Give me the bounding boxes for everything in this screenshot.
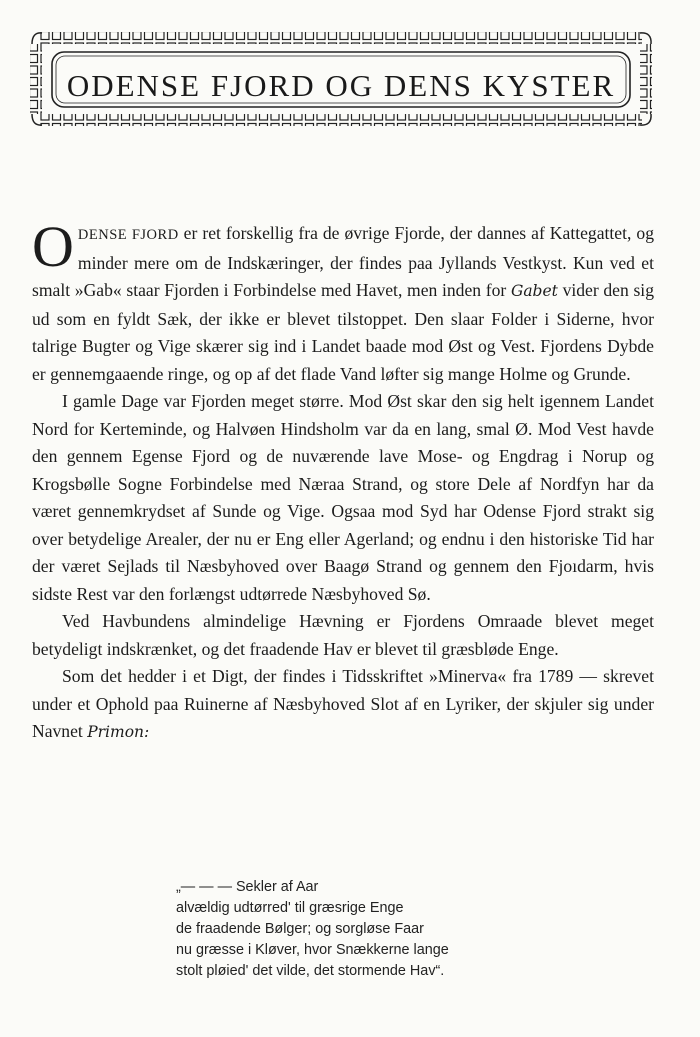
paragraph-4: [32, 663, 654, 747]
title-frame: [28, 30, 654, 128]
paragraph-2: I gamle Dage var Fjorden meget større. Mod Øst skar den sig helt igennem Landet Nord for Kerteminde, og Halvøen Hindsholm var da en lang, smal Ø. Mod Vest havde den gennem Egense Fjord og de nuværende lave Mose- og Engdrag i Norup og Krogsbølle Sogne Forbindelse med Næraa Strand, og store Dele af Nordfyn har da været gennemkrydset af Sunde og Vige. Ogsaa mod Syd har Odense Fjord strakt sig over betydelige Arealer, der nu er Eng eller Agerland; og endnu i den historiske Tid har der været Sejlads til Næsbyhoved over Baagø Strand og gennem den Fjoıdarm, hvis sidste Rest var den forlængst udtørrede Næsbyhoved Sø.: [32, 391, 654, 604]
pseudonym: Primon:: [87, 723, 150, 741]
poem-line: stolt pløied' det vilde, det stormende Hav“.: [176, 963, 445, 979]
poem-line: „— — — Sekler af Aar: [176, 879, 319, 895]
paragraph-3: Ved Havbundens almindelige Hævning er Fjordens Omraade blevet meget betydeligt indskrænket, og det fraadende Hav er blevet til græsbløde Enge.: [32, 611, 654, 659]
poem-line: nu græsse i Kløver, hvor Snækkerne lange: [176, 942, 449, 958]
body-text: [32, 214, 654, 747]
poem-line: alvældig udtørred' til græsrige Enge: [176, 900, 404, 916]
paragraph-1: [32, 214, 654, 388]
paragraph-1-text-a: er ret forskellig fra de øvrige Fjorde, der dannes af Kattegattet, og minder mere om de Indskæringer, der findes paa Jyllands Vestkyst. Kun ved et smalt »Gab« staar Fjorden i Forbindelse med Havet, men inden for: [32, 223, 654, 300]
paragraph-4-text: Som det hedder i et Digt, der findes i Tidsskriftet »Minerva« fra 1789 — skrevet under et Ophold paa Ruinerne af Næsbyhoved Slot af en Lyriker, der skjuler sig under Navnet: [32, 666, 654, 741]
poem-quote: [176, 877, 536, 982]
page-title: ODENSE FJORD OG DENS KYSTER: [66, 68, 616, 103]
lead-smallcaps: DENSE FJORD: [77, 227, 179, 243]
gabet-word: Gabet: [510, 282, 558, 300]
poem-line: de fraadende Bølger; og sorgløse Faar: [176, 921, 424, 937]
paragraph-1-text-b: vider den sig ud som en fyldt Sæk, der ikke er blevet tilstoppet. Den slaar Folder i Siderne, hvor talrige Bugter og Vige skærer sig ind i Landet baade mod Øst og Vest. Fjordens Dybde er gennemgaaende ringe, og op af det flade Vand løfter sig mange Holme og Grunde.: [32, 280, 654, 384]
drop-cap: O: [32, 214, 74, 279]
